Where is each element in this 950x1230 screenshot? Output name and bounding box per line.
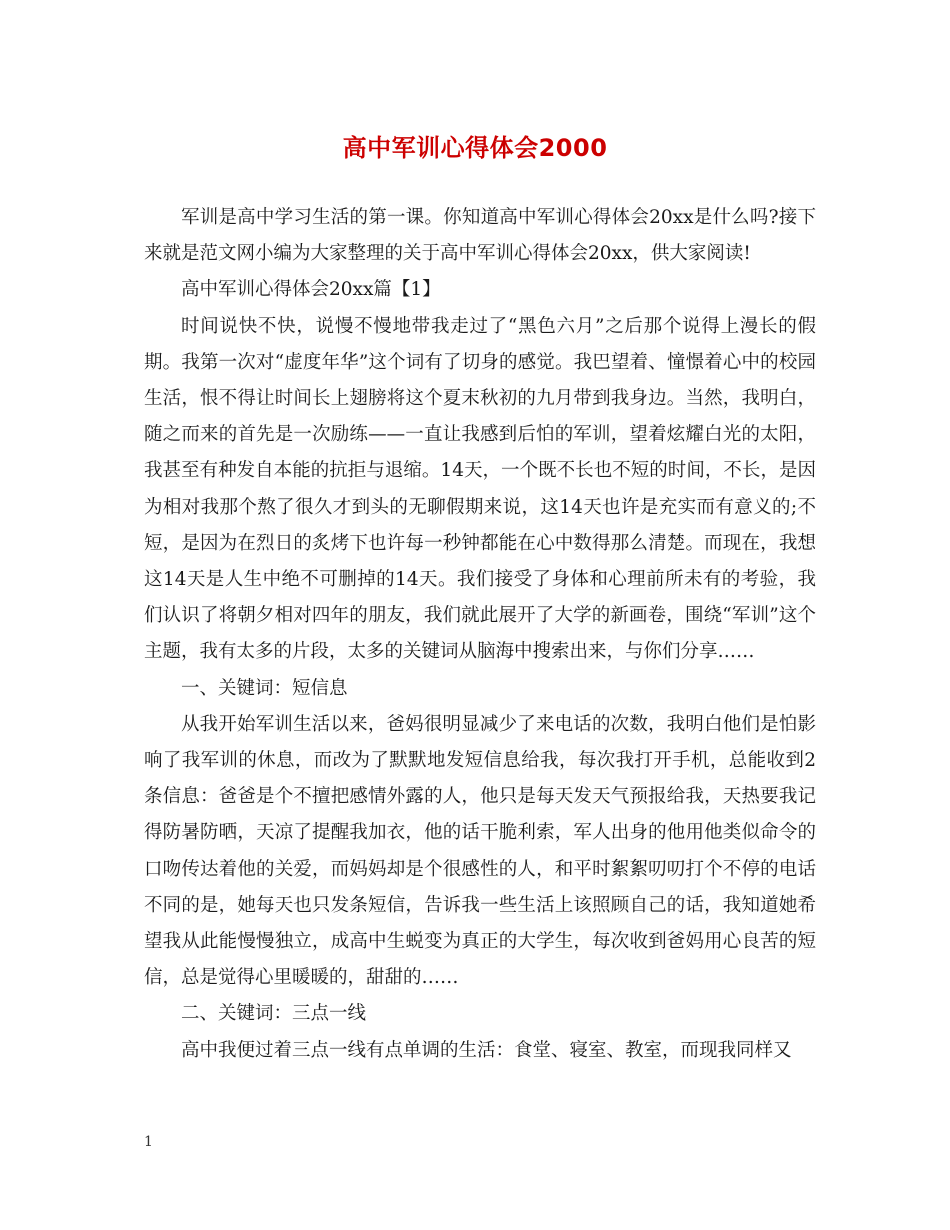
keyword-heading-1: 一、关键词：短信息 — [181, 677, 348, 699]
page-number: 1 — [144, 1134, 153, 1150]
document-title: 高中军训心得体会2000 — [342, 134, 608, 162]
section-heading-1: 高中军训心得体会20xx篇【1】 — [181, 279, 441, 301]
intro-paragraph: 军训是高中学习生活的第一课。你知道高中军训心得体会20xx是什么吗?接下来就是范文网小编为大家整理的关于高中军训心得体会20xx，供大家阅读! — [144, 207, 816, 265]
body-paragraph: 高中我便过着三点一线有点单调的生活：食堂、寝室、教室，而现我同样又 — [181, 1039, 792, 1061]
document-body — [144, 200, 816, 1069]
keyword-heading-2: 二、关键词：三点一线 — [181, 1003, 367, 1025]
body-paragraph: 从我开始军训生活以来，爸妈很明显减少了来电话的次数，我明白他们是怕影响了我军训的休息，而改为了默默地发短信息给我，每次我打开手机，总能收到2条信息：爸爸是个不擅把感情外露的人，他只是每天发天气预报给我，天热要我记得防暑防晒，天凉了提醒我加衣，他的话干脆利索，军人出身的他用他类似命令的口吻传达着他的关爱，而妈妈却是个很感性的人，和平时絮絮叨叨打个不停的电话不同的是，她每天也只发条短信，告诉我一些生活上该照顾自己的话，我知道她希望我从此能慢慢独立，成高中生蜕变为真正的大学生，每次收到爸妈用心良苦的短信，总是觉得心里暖暖的，甜甜的…… — [144, 713, 816, 989]
body-paragraph: 时间说快不快，说慢不慢地带我走过了“黑色六月”之后那个说得上漫长的假期。我第一次对“虚度年华”这个词有了切身的感觉。我巴望着、憧憬着心中的校园生活，恨不得让时间长上翅膀将这个夏末秋初的九月带到我身边。当然，我明白，随之而来的首先是一次励练——一直让我感到后怕的军训，望着炫耀白光的太阳，我甚至有种发自本能的抗拒与退缩。14天，一个既不长也不短的时间，不长，是因为相对我那个熬了很久才到头的无聊假期来说，这14天也许是充实而有意义的;不短，是因为在烈日的炙烤下也许每一秒钟都能在心中数得那么清楚。而现在，我想这14天是人生中绝不可删掉的14天。我们接受了身体和心理前所未有的考验，我们认识了将朝夕相对四年的朋友，我们就此展开了大学的新画卷，围绕“军训”这个主题，我有太多的片段，太多的关键词从脑海中搜索出来，与你们分享…… — [144, 315, 816, 663]
